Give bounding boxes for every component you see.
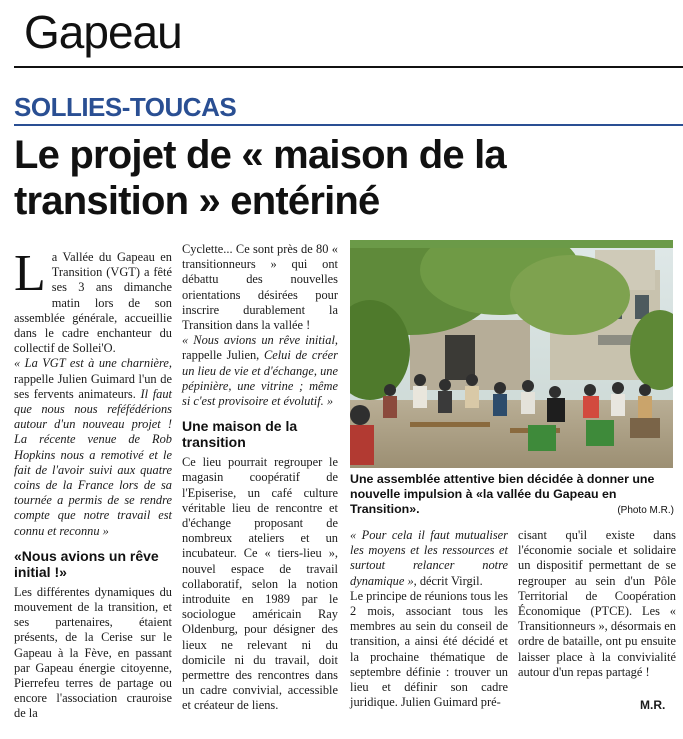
article-photo xyxy=(350,240,673,468)
attribution-text: rappelle Julien, xyxy=(182,348,264,363)
assembly-photo-image xyxy=(350,240,673,468)
body-paragraph: Les différentes dynamiques du mouvement de la transition, et ses partenaires, étaient présents, de la Cerise sur le Gapeau à la Fève, en passant par Gapeau énergie citoyenne, Pierrefeu terres de partage ou encore l'association crauroise de la xyxy=(14,584,172,721)
photo-credit: (Photo M.R.) xyxy=(617,505,674,516)
quote-text: « Nous avions un rêve initial, xyxy=(182,333,338,348)
subheading: «Nous avions un rêve initial !» xyxy=(14,547,159,580)
article-headline: Le projet de « maison de la transition » entériné xyxy=(14,133,506,223)
article-column-2 xyxy=(182,242,338,714)
attribution-text: rappelle Julien Guimard l'un de ses fervents animateurs. xyxy=(14,371,172,401)
drop-cap: L xyxy=(14,245,46,302)
quote-paragraph xyxy=(14,356,172,538)
quote-text: « La VGT est à une charnière, xyxy=(14,356,172,371)
kicker-rule xyxy=(14,124,683,126)
location-kicker: SOLLIES-TOUCAS xyxy=(14,92,237,122)
section-rule xyxy=(14,66,683,68)
quote-text: Celui de créer un lieu de vie et d'échange, une pépinière, une vitrine ; même si c'est provisoire et évolutif. » xyxy=(182,348,338,409)
subheading: Une maison de la transition xyxy=(182,418,298,451)
body-paragraph: Le principe de réunions tous les 2 mois, associant tous les membres au sein du conseil de transition, a ainsi été décidé et la prochaine thématique de septembre définie : trouver un lieu et définir son cadre juridique. Julien Guimard pré- xyxy=(350,588,508,710)
section-title: Gapeau xyxy=(24,6,182,58)
body-paragraph: cisant qu'il existe dans l'économie sociale et solidaire un dispositif permettant de se regrouper au sein d'un Pôle Territorial de Coopération Économique (PTCE). Les « Transitionneurs », désormais en ordre de bataille, ont pu ensuite laisser place à la convivialité autour d'un repas partagé ! xyxy=(518,528,676,679)
lead-paragraph xyxy=(14,245,172,356)
lead-text: a Vallée du Gapeau en Transition (VGT) a fêté ses 3 ans dimanche matin lors de son assemblée générale, accueillie dans le cadre enchanteur du collectif de Sollei'O. xyxy=(14,250,172,356)
quote-text: « Pour cela il faut mutualiser les moyens et les ressources et surtout relancer notre dynamique », xyxy=(350,528,508,588)
article-column-4 xyxy=(518,528,676,680)
attribution-text: décrit Virgil. xyxy=(419,573,483,588)
article-column-3 xyxy=(350,528,508,710)
quote-paragraph xyxy=(350,528,508,589)
body-paragraph: Cyclette... Ce sont près de 80 « transitionneurs » qui ont débattu des nouvelles orientations désirées pour inscrire durablement la Transition dans la vallée ! xyxy=(182,242,338,333)
caption-text: Une assemblée attentive bien décidée à donner une nouvelle impulsion à «la vallée du Gapeau en Transition». xyxy=(350,472,655,516)
quote-text: Il faut que nous nous reféfédérions autour d'un nouveau projet ! La récente venue de Rob Hopkins nous a remotivé et le fait de l'avoir suivi aux quatre coins de la France lors de sa tournée a permis de se rendre compte que notre travail est connu et reconnu » xyxy=(14,386,172,538)
author-signature: M.R. xyxy=(640,698,666,712)
body-paragraph: Ce lieu pourrait regrouper le magasin coopératif de l'Episerise, un café culture véritable lieu de rencontre et d'échange proposant de nombreux ateliers et un incubateur. Ce « tiers-lieu », nouvel espace de travail collaboratif, selon la notion introduite en 1989 par le sociologue américain Ray Oldenburg, pour désigner des lieux ne relevant ni du domicile ni du travail, doit permettre des rencontres dans un cadre convivial, accessible et créateur de liens. xyxy=(182,455,338,713)
quote-paragraph xyxy=(182,333,338,409)
article-column-1 xyxy=(14,245,172,722)
photo-caption xyxy=(350,472,674,518)
